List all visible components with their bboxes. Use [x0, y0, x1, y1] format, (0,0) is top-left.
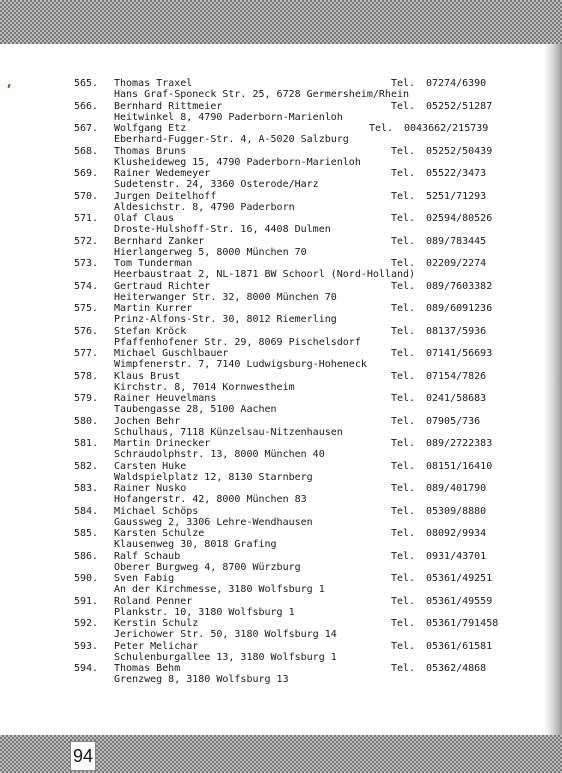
tel-label: Tel.	[391, 190, 416, 202]
entry-name: Stefan Kröck	[114, 325, 187, 337]
entry-name: Tom Tunderman	[114, 258, 193, 269]
entry-number: 584.	[74, 505, 99, 517]
tel-label: Tel.	[391, 325, 416, 337]
entry-address: Kirchstr. 8, 7014 Kornwestheim	[114, 381, 295, 393]
entry-name: Jochen Behr	[114, 415, 181, 427]
list-item	[0, 551, 544, 574]
entry-address: Hierlangerweg 5, 8000 München 70	[114, 246, 307, 258]
list-item	[0, 393, 544, 416]
entry-address: Klausenweg 30, 8018 Grafing	[114, 539, 277, 551]
entry-number: 580.	[74, 415, 99, 427]
entry-phone: 05252/50439	[426, 145, 493, 157]
list-item	[0, 258, 544, 281]
tel-label: Tel.	[391, 145, 416, 157]
entry-phone: 089/6091236	[426, 303, 493, 314]
entry-phone: 05362/4868	[426, 663, 487, 674]
entry-address: Waldspielplatz 12, 8130 Starnberg	[114, 471, 313, 483]
list-item	[0, 641, 544, 664]
entry-phone: 089/401790	[426, 483, 487, 494]
tel-label: Tel.	[391, 528, 416, 539]
entry-address: Jerichower Str. 50, 3180 Wolfsburg 14	[114, 629, 337, 641]
entry-name: Roland Penner	[114, 595, 193, 607]
tel-label: Tel.	[391, 258, 416, 269]
entry-number: 591.	[74, 595, 99, 607]
entry-number: 576.	[74, 325, 99, 337]
entry-phone: 08092/9934	[426, 528, 487, 539]
tel-label: Tel.	[391, 213, 416, 224]
tel-label: Tel.	[391, 663, 416, 674]
entry-phone: 07141/56693	[426, 348, 493, 359]
entry-address: Heitwinkel 8, 4790 Paderborn-Marienloh	[114, 111, 343, 123]
entry-name: Martin Drinecker	[114, 438, 211, 449]
entry-number: 568.	[74, 145, 99, 157]
list-item	[0, 191, 544, 214]
entry-phone: 05522/3473	[426, 168, 487, 179]
entry-address: Heiterwanger Str. 32, 8000 München 70	[114, 291, 337, 303]
list-item	[0, 483, 544, 506]
entry-address: Plankstr. 10, 3180 Wolfsburg 1	[114, 606, 295, 618]
address-list	[0, 78, 544, 686]
tel-label: Tel.	[391, 573, 416, 584]
entry-number: 567.	[74, 123, 99, 134]
entry-phone: 02594/80526	[426, 213, 493, 224]
entry-name: Thomas Traxel	[114, 78, 193, 89]
list-item	[0, 596, 544, 619]
entry-phone: 089/7603382	[426, 280, 493, 292]
entry-name: Rainer Heuvelmans	[114, 393, 217, 404]
list-item	[0, 618, 544, 641]
tel-label: Tel.	[391, 618, 416, 629]
entry-phone: 05252/51287	[426, 100, 493, 112]
list-item	[0, 146, 544, 169]
entry-number: 585.	[74, 528, 99, 539]
entry-number: 565.	[74, 78, 99, 89]
entry-address: Sudetenstr. 24, 3360 Osterode/Harz	[114, 179, 319, 191]
entry-name: Michael Schöps	[114, 505, 199, 517]
entry-address: Schulenburgallee 13, 3180 Wolfsburg 1	[114, 651, 337, 663]
tel-label: Tel.	[391, 550, 416, 562]
entry-name: Bernhard Zanker	[114, 235, 205, 247]
entry-address: Wimpfenerstr. 7, 7140 Ludwigsburg-Hoheneck	[114, 359, 367, 371]
entry-address: Oberer Burgweg 4, 8700 Würzburg	[114, 561, 301, 573]
entry-address: Gaussweg 2, 3306 Lehre-Wendhausen	[114, 516, 313, 528]
entry-number: 579.	[74, 393, 99, 404]
list-item	[0, 123, 544, 146]
entry-phone: 089/2722383	[426, 438, 493, 449]
entry-name: Carsten Huke	[114, 460, 187, 472]
entry-address: Hofangerstr. 42, 8000 München 83	[114, 494, 307, 506]
entry-phone: 05361/49251	[426, 573, 493, 584]
entry-phone: 5251/71293	[426, 190, 487, 202]
entry-phone: 0931/43701	[426, 550, 487, 562]
entry-name: Wolfgang Etz	[114, 123, 187, 134]
entry-phone: 089/783445	[426, 235, 487, 247]
entry-phone: 05361/49559	[426, 595, 493, 607]
entry-number: 569.	[74, 168, 99, 179]
entry-address: Aldesichstr. 8, 4790 Paderborn	[114, 201, 295, 213]
entry-number: 578.	[74, 370, 99, 382]
list-item	[0, 101, 544, 124]
entry-number: 572.	[74, 235, 99, 247]
entry-name: Rainer Nusko	[114, 483, 187, 494]
list-item	[0, 416, 544, 439]
tel-label: Tel.	[369, 123, 394, 134]
entry-phone: 02209/2274	[426, 258, 487, 269]
entry-address: Eberhard-Fugger-Str. 4, A-5020 Salzburg	[114, 134, 349, 146]
tel-label: Tel.	[391, 348, 416, 359]
page-number: 94	[70, 741, 96, 771]
entry-number: 582.	[74, 460, 99, 472]
entry-name: Thomas Behm	[114, 663, 181, 674]
entry-phone: 07274/6390	[426, 78, 487, 89]
entry-number: 571.	[74, 213, 99, 224]
tel-label: Tel.	[391, 415, 416, 427]
entry-address: Taubengasse 28, 5100 Aachen	[114, 404, 277, 416]
entry-name: Gertraud Richter	[114, 280, 211, 292]
tel-label: Tel.	[391, 393, 416, 404]
entry-name: Klaus Brust	[114, 370, 181, 382]
entry-name: Thomas Bruns	[114, 145, 187, 157]
entry-number: 581.	[74, 438, 99, 449]
tel-label: Tel.	[391, 100, 416, 112]
entry-number: 583.	[74, 483, 99, 494]
list-item	[0, 573, 544, 596]
entry-phone: 05361/791458	[426, 618, 499, 629]
list-item	[0, 528, 544, 551]
list-item	[0, 663, 544, 686]
entry-address: Schulhaus, 7118 Künzelsau-Nitzenhausen	[114, 426, 343, 438]
list-item	[0, 213, 544, 236]
entry-name: Ralf Schaub	[114, 550, 181, 562]
entry-address: Hans Graf-Sponeck Str. 25, 6728 Germersheim/Rhein	[114, 89, 410, 101]
entry-number: 592.	[74, 618, 99, 629]
entry-address: Klusheideweg 15, 4790 Paderborn-Marienloh	[114, 156, 361, 168]
entry-number: 593.	[74, 640, 99, 652]
entry-name: Michael Guschlbauer	[114, 348, 229, 359]
tel-label: Tel.	[391, 235, 416, 247]
entry-phone: 0241/58683	[426, 393, 487, 404]
tel-label: Tel.	[391, 78, 416, 89]
entry-number: 574.	[74, 280, 99, 292]
entry-number: 594.	[74, 663, 99, 674]
entry-address: An der Kirchmesse, 3180 Wolfsburg 1	[114, 584, 325, 596]
list-item	[0, 78, 544, 101]
tel-label: Tel.	[391, 460, 416, 472]
entry-number: 586.	[74, 550, 99, 562]
page-edge-shadow	[544, 44, 562, 735]
entry-phone: 08137/5936	[426, 325, 487, 337]
list-item	[0, 303, 544, 326]
entry-number: 570.	[74, 190, 99, 202]
tel-label: Tel.	[391, 483, 416, 494]
entry-number: 575.	[74, 303, 99, 314]
entry-name: Rainer Wedemeyer	[114, 168, 211, 179]
entry-address: Schraudolphstr. 13, 8000 München 40	[114, 449, 325, 461]
tel-label: Tel.	[391, 595, 416, 607]
entry-address: Pfaffenhofener Str. 29, 8069 Pischelsdorf	[114, 336, 361, 348]
tel-label: Tel.	[391, 640, 416, 652]
list-item	[0, 348, 544, 371]
entry-phone: 05309/8880	[426, 505, 487, 517]
entry-address: Prinz-Alfons-Str. 30, 8012 Riemerling	[114, 314, 337, 326]
list-item	[0, 461, 544, 484]
entry-address: Heerbaustraat 2, NL-1871 BW Schoorl (Nord-Holland)	[114, 269, 416, 281]
tel-label: Tel.	[391, 303, 416, 314]
entry-number: 590.	[74, 573, 99, 584]
entry-name: Martin Kurrer	[114, 303, 193, 314]
entry-phone: 0043662/215739	[404, 123, 489, 134]
tel-label: Tel.	[391, 370, 416, 382]
entry-name: Kerstin Schulz	[114, 618, 199, 629]
entry-phone: 08151/16410	[426, 460, 493, 472]
entry-number: 577.	[74, 348, 99, 359]
tel-label: Tel.	[391, 280, 416, 292]
entry-number: 566.	[74, 100, 99, 112]
list-item	[0, 281, 544, 304]
list-item	[0, 506, 544, 529]
list-item	[0, 326, 544, 349]
tel-label: Tel.	[391, 438, 416, 449]
entry-phone: 07154/7826	[426, 370, 487, 382]
tel-label: Tel.	[391, 168, 416, 179]
entry-name: Karsten Schulze	[114, 528, 205, 539]
list-item	[0, 168, 544, 191]
list-item	[0, 236, 544, 259]
entry-name: Olaf Claus	[114, 213, 175, 224]
list-item	[0, 371, 544, 394]
entry-name: Bernhard Rittmeier	[114, 100, 223, 112]
entry-name: Peter Melichar	[114, 640, 199, 652]
entry-number: 573.	[74, 258, 99, 269]
entry-name: Jurgen Deitelhoff	[114, 190, 217, 202]
entry-address: Droste-Hulshoff-Str. 16, 4408 Dulmen	[114, 224, 331, 236]
entry-phone: 05361/61581	[426, 640, 493, 652]
list-item	[0, 438, 544, 461]
tel-label: Tel.	[391, 505, 416, 517]
entry-address: Grenzweg 8, 3180 Wolfsburg 13	[114, 674, 289, 686]
entry-phone: 07905/736	[426, 415, 481, 427]
entry-name: Sven Fabig	[114, 573, 175, 584]
top-halftone-band	[0, 0, 562, 44]
